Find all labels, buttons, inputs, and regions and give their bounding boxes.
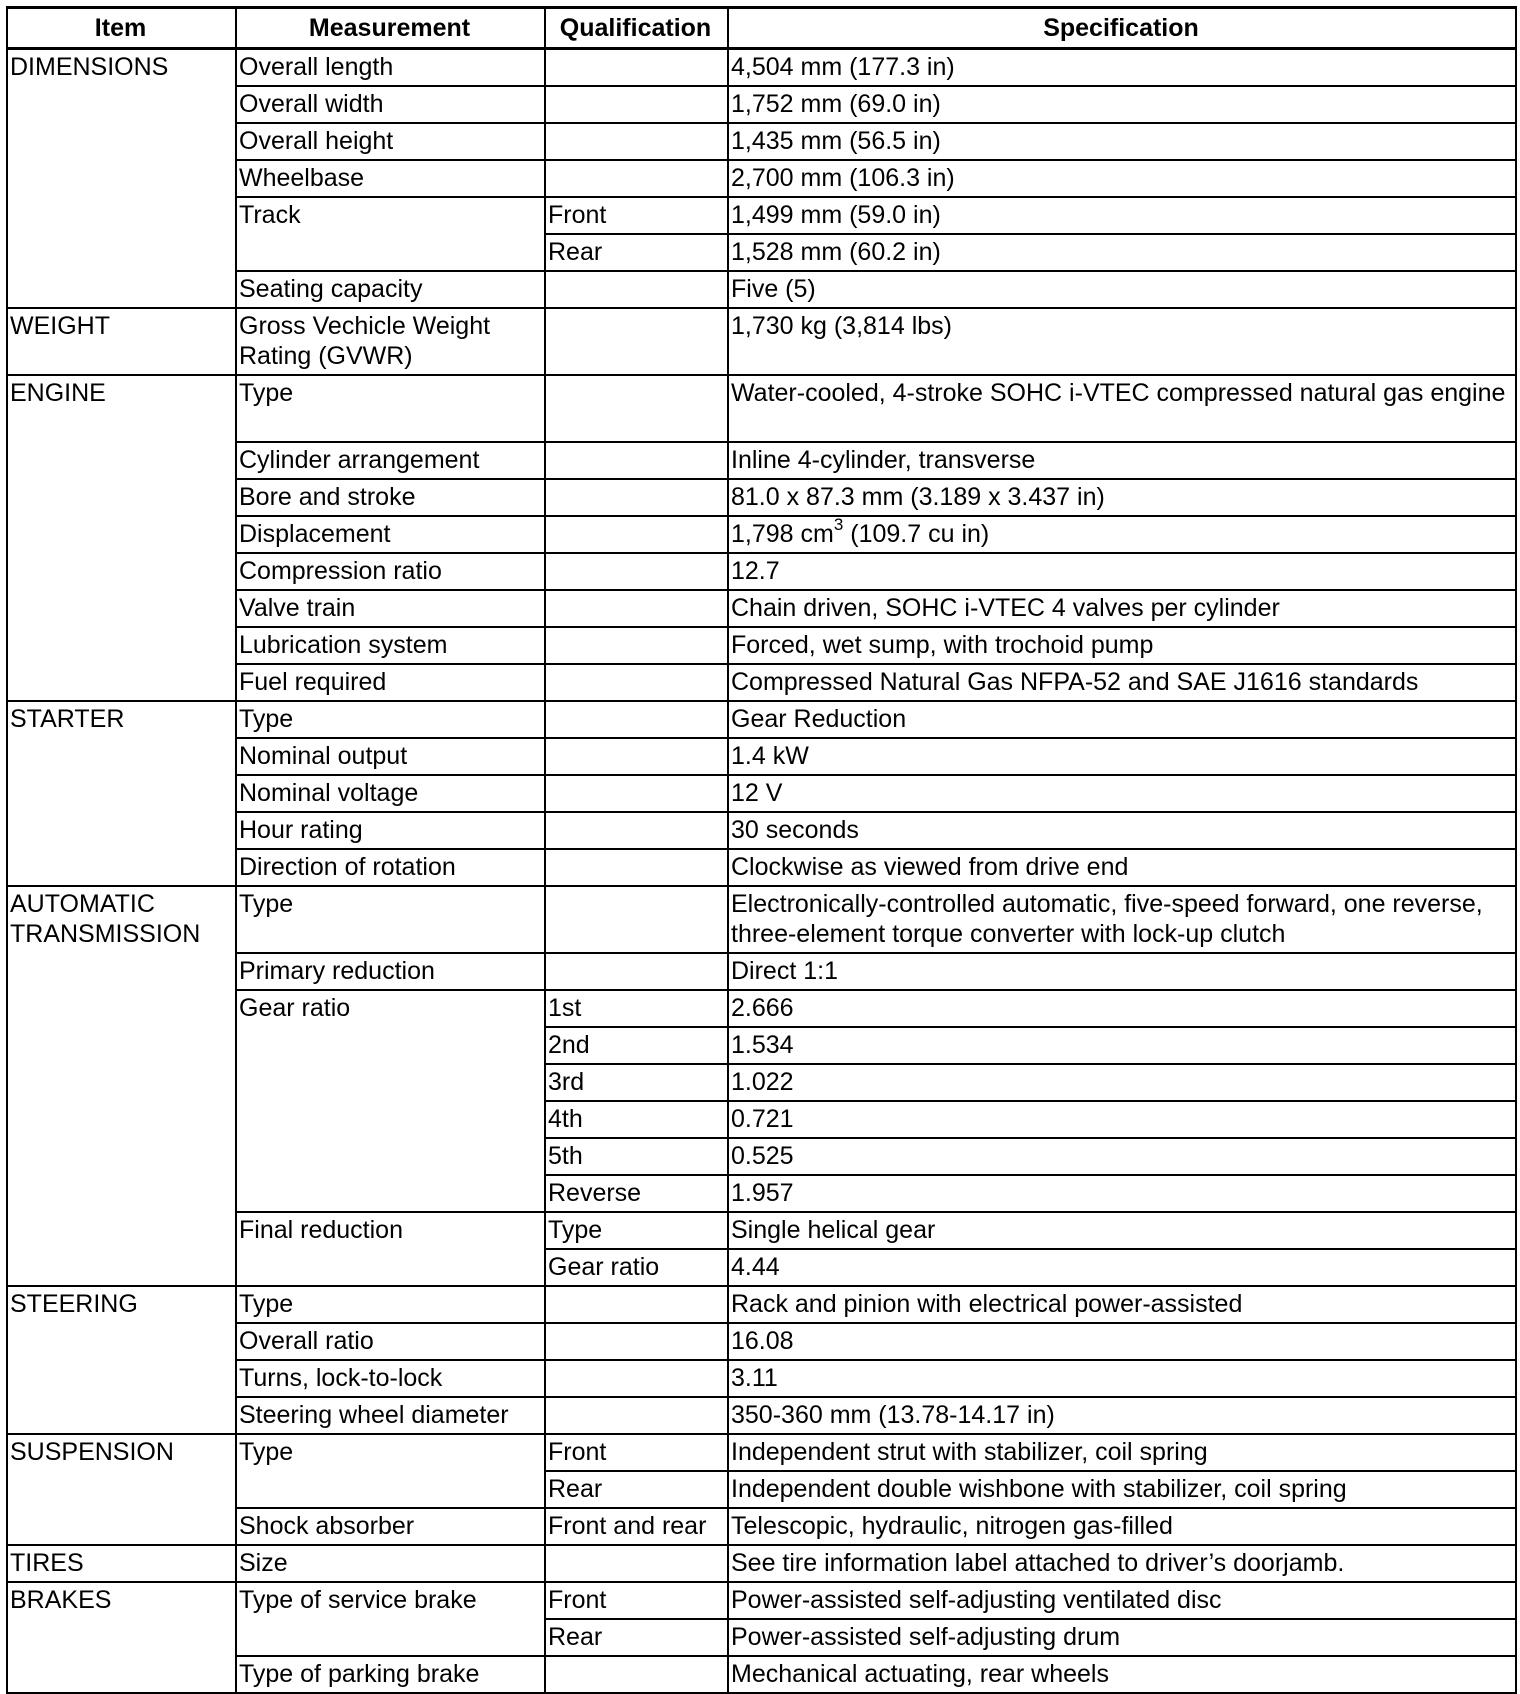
measurement-cell: Shock absorber [236, 1508, 545, 1545]
measurement-cell: Type [236, 375, 545, 442]
measurement-cell: Overall height [236, 123, 545, 160]
qualification-cell: 4th [545, 1101, 728, 1138]
specification-cell: Electronically-controlled automatic, five-speed forward, one reverse, three-element torque converter with lock-up clutch [728, 886, 1516, 953]
specification-cell: 1,528 mm (60.2 in) [728, 234, 1516, 271]
qualification-cell [545, 664, 728, 701]
table-row [7, 375, 1516, 442]
qualification-cell [545, 308, 728, 375]
item-cell: ENGINE [7, 375, 236, 701]
qualification-cell [545, 516, 728, 553]
qualification-cell [545, 375, 728, 442]
specification-cell: 4,504 mm (177.3 in) [728, 49, 1516, 86]
measurement-cell: Steering wheel diameter [236, 1397, 545, 1434]
item-cell: AUTOMATIC TRANSMISSION [7, 886, 236, 1286]
measurement-cell: Direction of rotation [236, 849, 545, 886]
specification-cell: 0.525 [728, 1138, 1516, 1175]
measurement-cell: Hour rating [236, 812, 545, 849]
measurement-cell: Lubrication system [236, 627, 545, 664]
table-row [7, 1545, 1516, 1582]
table-row [7, 308, 1516, 375]
specification-cell: 1.957 [728, 1175, 1516, 1212]
measurement-cell: Gross Vechicle Weight Rating (GVWR) [236, 308, 545, 375]
item-cell: WEIGHT [7, 308, 236, 375]
item-cell: BRAKES [7, 1582, 236, 1693]
qualification-cell [545, 1397, 728, 1434]
header-item: Item [7, 8, 236, 49]
qualification-cell: Gear ratio [545, 1249, 728, 1286]
measurement-cell: Type [236, 1434, 545, 1508]
measurement-cell: Compression ratio [236, 553, 545, 590]
qualification-cell [545, 953, 728, 990]
qualification-cell [545, 123, 728, 160]
measurement-cell: Gear ratio [236, 990, 545, 1212]
qualification-cell [545, 49, 728, 86]
qualification-cell [545, 775, 728, 812]
table-row [7, 1434, 1516, 1471]
measurement-cell: Overall length [236, 49, 545, 86]
specifications-table [6, 6, 1517, 1694]
item-cell: TIRES [7, 1545, 236, 1582]
specification-cell: 350-360 mm (13.78-14.17 in) [728, 1397, 1516, 1434]
qualification-cell [545, 701, 728, 738]
measurement-cell: Type [236, 1286, 545, 1323]
specification-cell: Mechanical actuating, rear wheels [728, 1656, 1516, 1693]
qualification-cell: Front and rear [545, 1508, 728, 1545]
qualification-cell: Rear [545, 1471, 728, 1508]
measurement-cell: Turns, lock-to-lock [236, 1360, 545, 1397]
qualification-cell: Front [545, 197, 728, 234]
specification-cell: 1,499 mm (59.0 in) [728, 197, 1516, 234]
specification-cell: Water-cooled, 4-stroke SOHC i-VTEC compressed natural gas engine [728, 375, 1516, 442]
qualification-cell [545, 1286, 728, 1323]
qualification-cell [545, 479, 728, 516]
qualification-cell: Rear [545, 1619, 728, 1656]
specification-cell: 12.7 [728, 553, 1516, 590]
specification-cell: 1.534 [728, 1027, 1516, 1064]
qualification-cell: Type [545, 1212, 728, 1249]
specification-cell: Independent double wishbone with stabilizer, coil spring [728, 1471, 1516, 1508]
specification-cell: 1,730 kg (3,814 lbs) [728, 308, 1516, 375]
measurement-cell: Fuel required [236, 664, 545, 701]
specification-cell [728, 516, 1516, 553]
specification-cell: Direct 1:1 [728, 953, 1516, 990]
measurement-cell: Type [236, 701, 545, 738]
item-cell: SUSPENSION [7, 1434, 236, 1545]
qualification-cell [545, 1656, 728, 1693]
qualification-cell [545, 86, 728, 123]
measurement-cell: Type of parking brake [236, 1656, 545, 1693]
table-body [7, 49, 1516, 1693]
qualification-cell [545, 1360, 728, 1397]
item-cell: STARTER [7, 701, 236, 886]
specification-cell: Five (5) [728, 271, 1516, 308]
specification-cell: Forced, wet sump, with trochoid pump [728, 627, 1516, 664]
specification-cell: 0.721 [728, 1101, 1516, 1138]
measurement-cell: Type of service brake [236, 1582, 545, 1656]
measurement-cell: Overall width [236, 86, 545, 123]
measurement-cell: Final reduction [236, 1212, 545, 1286]
header-specification: Specification [728, 8, 1516, 49]
table-row [7, 1582, 1516, 1619]
specification-cell: Compressed Natural Gas NFPA-52 and SAE J1616 standards [728, 664, 1516, 701]
qualification-cell [545, 886, 728, 953]
specification-cell: Power-assisted self-adjusting drum [728, 1619, 1516, 1656]
specification-cell: 30 seconds [728, 812, 1516, 849]
measurement-cell: Type [236, 886, 545, 953]
measurement-cell: Seating capacity [236, 271, 545, 308]
specification-cell: 16.08 [728, 1323, 1516, 1360]
measurement-cell: Overall ratio [236, 1323, 545, 1360]
measurement-cell: Valve train [236, 590, 545, 627]
table-row [7, 701, 1516, 738]
qualification-cell [545, 553, 728, 590]
specification-cell: 1,435 mm (56.5 in) [728, 123, 1516, 160]
measurement-cell: Nominal output [236, 738, 545, 775]
item-cell: DIMENSIONS [7, 49, 236, 308]
qualification-cell: 5th [545, 1138, 728, 1175]
qualification-cell [545, 812, 728, 849]
superscript: 3 [833, 515, 844, 535]
specification-cell: 3.11 [728, 1360, 1516, 1397]
table-row [7, 49, 1516, 86]
specification-cell: 1,752 mm (69.0 in) [728, 86, 1516, 123]
specification-cell: 2,700 mm (106.3 in) [728, 160, 1516, 197]
table-row [7, 886, 1516, 953]
measurement-cell: Nominal voltage [236, 775, 545, 812]
specification-cell: 81.0 x 87.3 mm (3.189 x 3.437 in) [728, 479, 1516, 516]
specification-cell: 1.4 kW [728, 738, 1516, 775]
qualification-cell [545, 590, 728, 627]
specification-cell: Power-assisted self-adjusting ventilated disc [728, 1582, 1516, 1619]
measurement-cell: Size [236, 1545, 545, 1582]
qualification-cell [545, 738, 728, 775]
item-cell: STEERING [7, 1286, 236, 1434]
measurement-cell: Wheelbase [236, 160, 545, 197]
specification-cell: Clockwise as viewed from drive end [728, 849, 1516, 886]
qualification-cell: 3rd [545, 1064, 728, 1101]
specification-cell: See tire information label attached to driver’s doorjamb. [728, 1545, 1516, 1582]
measurement-cell: Cylinder arrangement [236, 442, 545, 479]
qualification-cell: Reverse [545, 1175, 728, 1212]
qualification-cell: 1st [545, 990, 728, 1027]
qualification-cell [545, 271, 728, 308]
specification-text: 1,798 cm [731, 519, 834, 548]
qualification-cell: Rear [545, 234, 728, 271]
specification-cell: Telescopic, hydraulic, nitrogen gas-filled [728, 1508, 1516, 1545]
qualification-cell [545, 442, 728, 479]
qualification-cell: Front [545, 1582, 728, 1619]
qualification-cell [545, 1545, 728, 1582]
specification-suffix: (109.7 cu in) [843, 519, 990, 548]
specification-cell: Independent strut with stabilizer, coil spring [728, 1434, 1516, 1471]
measurement-cell: Displacement [236, 516, 545, 553]
header-measurement: Measurement [236, 8, 545, 49]
qualification-cell [545, 849, 728, 886]
measurement-cell: Primary reduction [236, 953, 545, 990]
specification-cell: Rack and pinion with electrical power-assisted [728, 1286, 1516, 1323]
qualification-cell [545, 627, 728, 664]
table-row [7, 1286, 1516, 1323]
qualification-cell: Front [545, 1434, 728, 1471]
specification-cell: 2.666 [728, 990, 1516, 1027]
specification-cell: Chain driven, SOHC i-VTEC 4 valves per cylinder [728, 590, 1516, 627]
specification-cell: Inline 4-cylinder, transverse [728, 442, 1516, 479]
measurement-cell: Bore and stroke [236, 479, 545, 516]
qualification-cell: 2nd [545, 1027, 728, 1064]
specification-cell: 12 V [728, 775, 1516, 812]
qualification-cell [545, 1323, 728, 1360]
qualification-cell [545, 160, 728, 197]
specification-cell: Single helical gear [728, 1212, 1516, 1249]
specification-cell: 1.022 [728, 1064, 1516, 1101]
specification-cell: 4.44 [728, 1249, 1516, 1286]
header-row [7, 8, 1516, 49]
measurement-cell: Track [236, 197, 545, 271]
specification-cell: Gear Reduction [728, 701, 1516, 738]
header-qualification: Qualification [545, 8, 728, 49]
